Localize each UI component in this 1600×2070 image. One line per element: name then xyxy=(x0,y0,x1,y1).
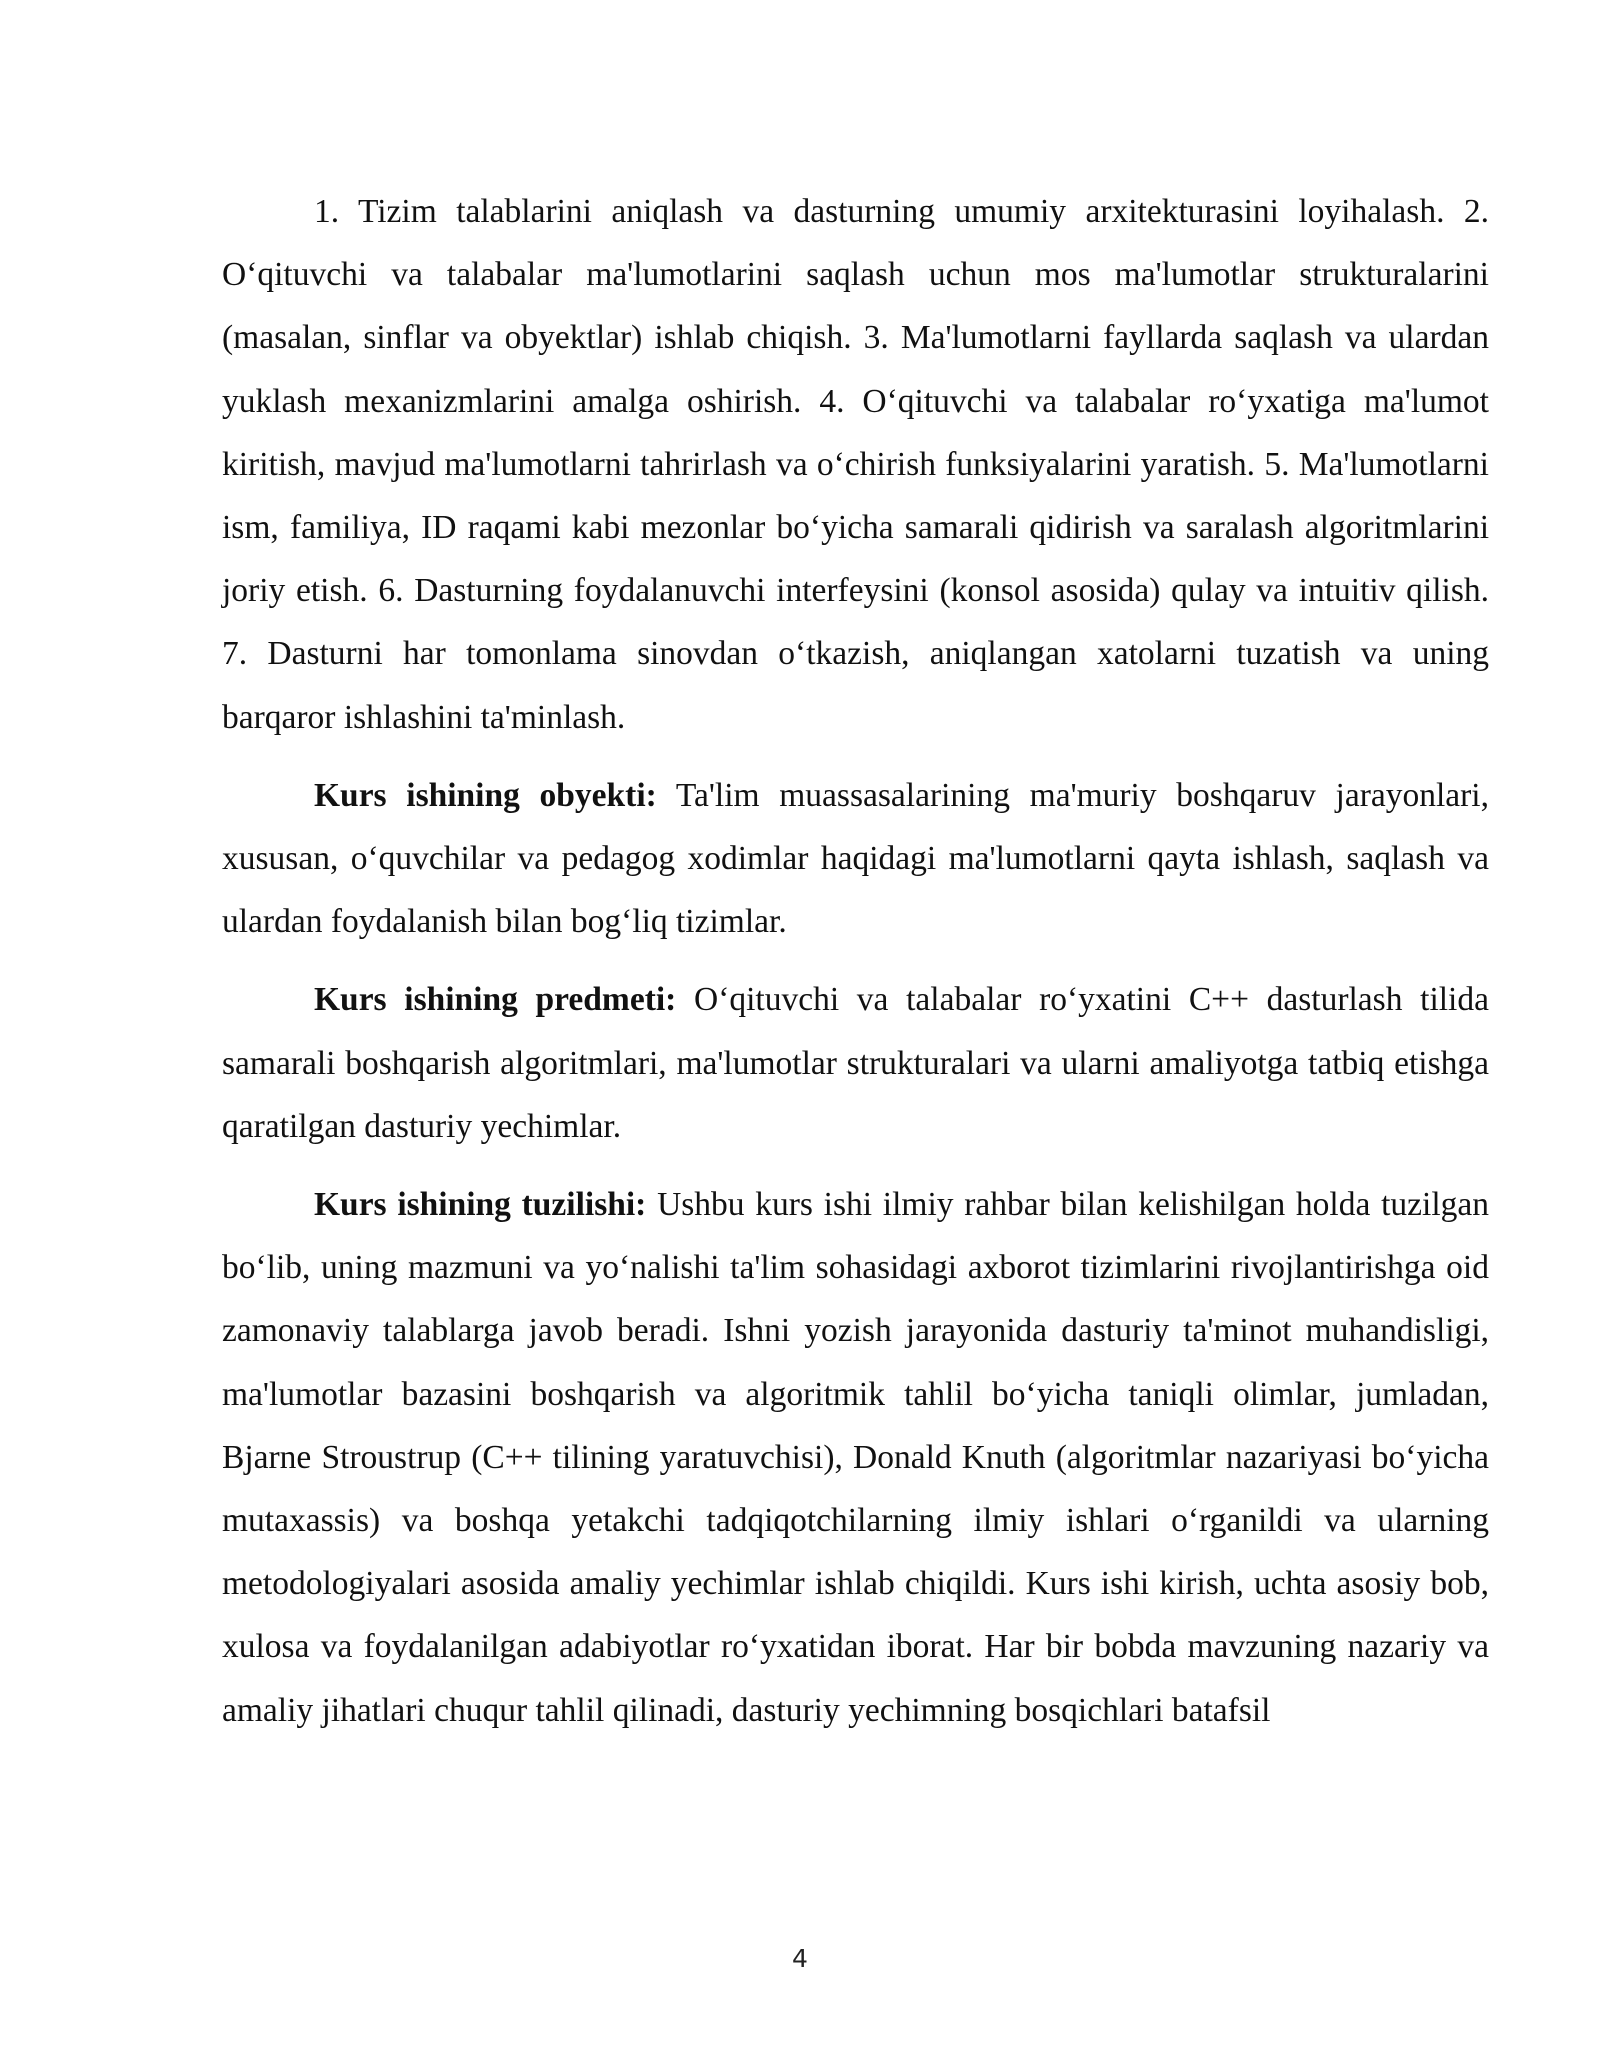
paragraph-tasks-list xyxy=(222,180,1489,749)
paragraph-heading: Kurs ishining obyekti: xyxy=(314,776,657,814)
page-number: 4 xyxy=(792,1944,808,1973)
paragraph-text: Ushbu kurs ishi ilmiy rahbar bilan kelishilgan holda tuzilgan bo‘lib, uning mazmuni va yo‘nalishi ta'lim sohasidagi axborot tizimlarini rivojlantirishga oid zamonaviy talablarga javob beradi. Ishni yozish jarayonida dasturiy ta'minot muhandisligi, ma'lumotlar bazasini boshqarish va algoritmik tahlil bo‘yicha taniqli olimlar, jumladan, Bjarne Stroustrup (C++ tilining yaratuvchisi), Donald Knuth (algoritmlar nazariyasi bo‘yicha mutaxassis) va boshqa yetakchi tadqiqotchilarning ilmiy ishlari o‘rganildi va ularning metodologiyalari asosida amaliy yechimlar ishlab chiqildi. Kurs ishi kirish, uchta asosiy bob, xulosa va foydalanilgan adabiyotlar ro‘yxatidan iborat. Har bir bobda mavzuning nazariy va amaliy jihatlari chuqur tahlil qilinadi, dasturiy yechimning bosqichlari batafsil xyxy=(222,1186,1489,1729)
paragraph-text: 1. Tizim talablarini aniqlash va dasturning umumiy arxitekturasini loyihalash. 2. O‘qituvchi va talabalar ma'lumotlarini saqlash uchun mos ma'lumotlar strukturalarini (masalan, sinflar va obyektlar) ishlab chiqish. 3. Ma'lumotlarni fayllarda saqlash va ulardan yuklash mexanizmlarini amalga oshirish. 4. O‘qituvchi va talabalar ro‘yxatiga ma'lumot kiritish, mavjud ma'lumotlarni tahrirlash va o‘chirish funksiyalarini yaratish. 5. Ma'lumotlarni ism, familiya, ID raqami kabi mezonlar bo‘yicha samarali qidirish va saralash algoritmlarini joriy etish. 6. Dasturning foydalanuvchi interfeysini (konsol asosida) qulay va intuitiv qilish. 7. Dasturni har tomonlama sinovdan o‘tkazish, aniqlangan xatolarni tuzatish va uning barqaror ishlashini ta'minlash. xyxy=(222,193,1489,736)
paragraph-course-subject xyxy=(222,968,1489,1158)
paragraph-heading: Kurs ishining predmeti: xyxy=(314,981,677,1019)
paragraph-heading: Kurs ishining tuzilishi: xyxy=(314,1186,647,1224)
paragraph-text: O‘qituvchi va talabalar ro‘yxatini C++ dasturlash tilida samarali boshqarish algoritmlari, ma'lumotlar strukturalari va ularni amaliyotga tatbiq etishga qaratilgan dasturiy yechimlar. xyxy=(222,981,1489,1145)
paragraph-text: Ta'lim muassasalarining ma'muriy boshqaruv jarayonlari, xususan, o‘quvchilar va pedagog xodimlar haqidagi ma'lumotlarni qayta ishlash, saqlash va ulardan foydalanish bilan bog‘liq tizimlar. xyxy=(222,776,1489,941)
body-text xyxy=(222,180,1489,1757)
paragraph-course-structure xyxy=(222,1173,1489,1742)
paragraph-course-object xyxy=(222,764,1489,954)
